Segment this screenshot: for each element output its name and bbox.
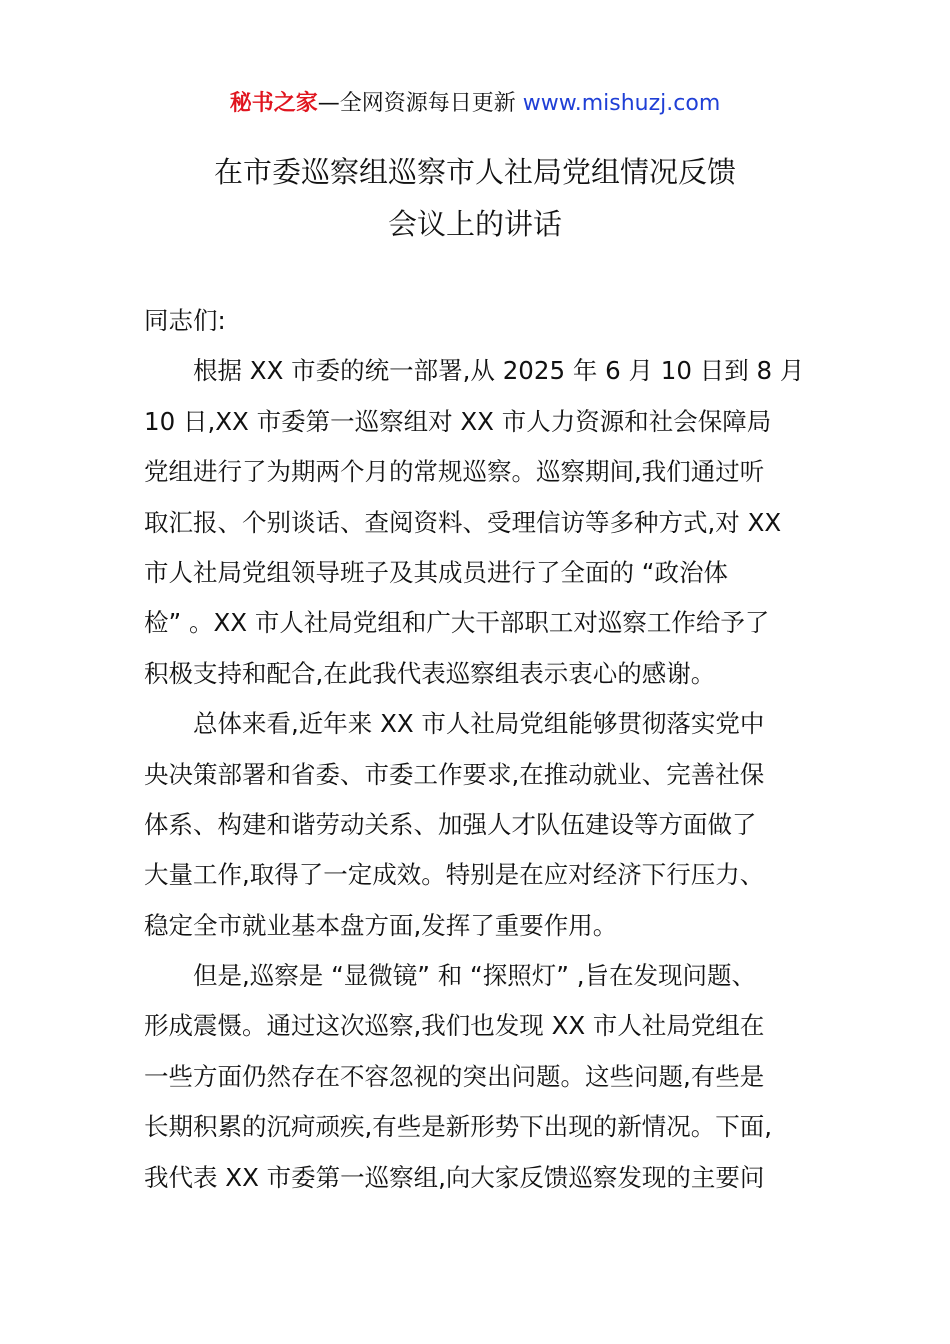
paragraph-line: 我代表 XX 市委第一巡察组,向大家反馈巡察发现的主要问 — [144, 1162, 765, 1192]
paragraph-line: 一些方面仍然存在不容忽视的突出问题。这些问题,有些是 — [144, 1061, 765, 1091]
title-line-1: 在市委巡察组巡察市人社局党组情况反馈 — [213, 155, 736, 189]
paragraph-line: 长期积累的沉疴顽疾,有些是新形势下出现的新情况。下面, — [144, 1112, 773, 1142]
title-line-2: 会议上的讲话 — [387, 207, 562, 241]
paragraph-2 — [144, 699, 808, 951]
paragraph-line: 稳定全市就业基本盘方面,发挥了重要作用。 — [144, 910, 618, 940]
paragraph-line: 形成震慑。通过这次巡察,我们也发现 XX 市人社局党组在 — [144, 1011, 765, 1041]
paragraph-line: 10 日,XX 市委第一巡察组对 XX 市人力资源和社会保障局 — [144, 406, 772, 436]
brand-name: 秘书之家 — [229, 91, 318, 116]
site-url-link[interactable]: www.mishuzj.com — [522, 91, 721, 116]
paragraph-line: 根据 XX 市委的统一部署,从 2025 年 6 月 10 日到 8 月 — [193, 356, 805, 386]
header-tagline: —全网资源每日更新 — [317, 91, 523, 116]
paragraph-line: 党组进行了为期两个月的常规巡察。巡察期间,我们通过听 — [144, 457, 765, 487]
paragraph-line: 总体来看,近年来 XX 市人社局党组能够贯彻落实党中 — [193, 709, 765, 739]
paragraph-1 — [144, 346, 808, 699]
paragraph-line: 取汇报、个别谈话、查阅资料、受理信访等多种方式,对 XX — [144, 507, 782, 537]
paragraph-line: 体系、构建和谐劳动关系、加强人才队伍建设等方面做了 — [144, 809, 757, 839]
salutation: 同志们: — [144, 306, 226, 335]
paragraph-3 — [144, 951, 808, 1203]
paragraph-line: 大量工作,取得了一定成效。特别是在应对经济下行压力、 — [144, 860, 765, 890]
paragraph-line: 检” 。XX 市人社局党组和广大干部职工对巡察工作给予了 — [144, 608, 770, 638]
paragraph-line: 市人社局党组领导班子及其成员进行了全面的 “政治体 — [144, 557, 728, 587]
document-body — [144, 296, 808, 1203]
document-title — [0, 146, 950, 250]
paragraph-line: 央决策部署和省委、市委工作要求,在推动就业、完善社保 — [144, 759, 765, 789]
paragraph-line: 但是,巡察是 “显微镜” 和 “探照灯” ,旨在发现问题、 — [193, 961, 756, 991]
paragraph-line: 积极支持和配合,在此我代表巡察组表示衷心的感谢。 — [144, 658, 716, 688]
site-header — [0, 88, 950, 120]
